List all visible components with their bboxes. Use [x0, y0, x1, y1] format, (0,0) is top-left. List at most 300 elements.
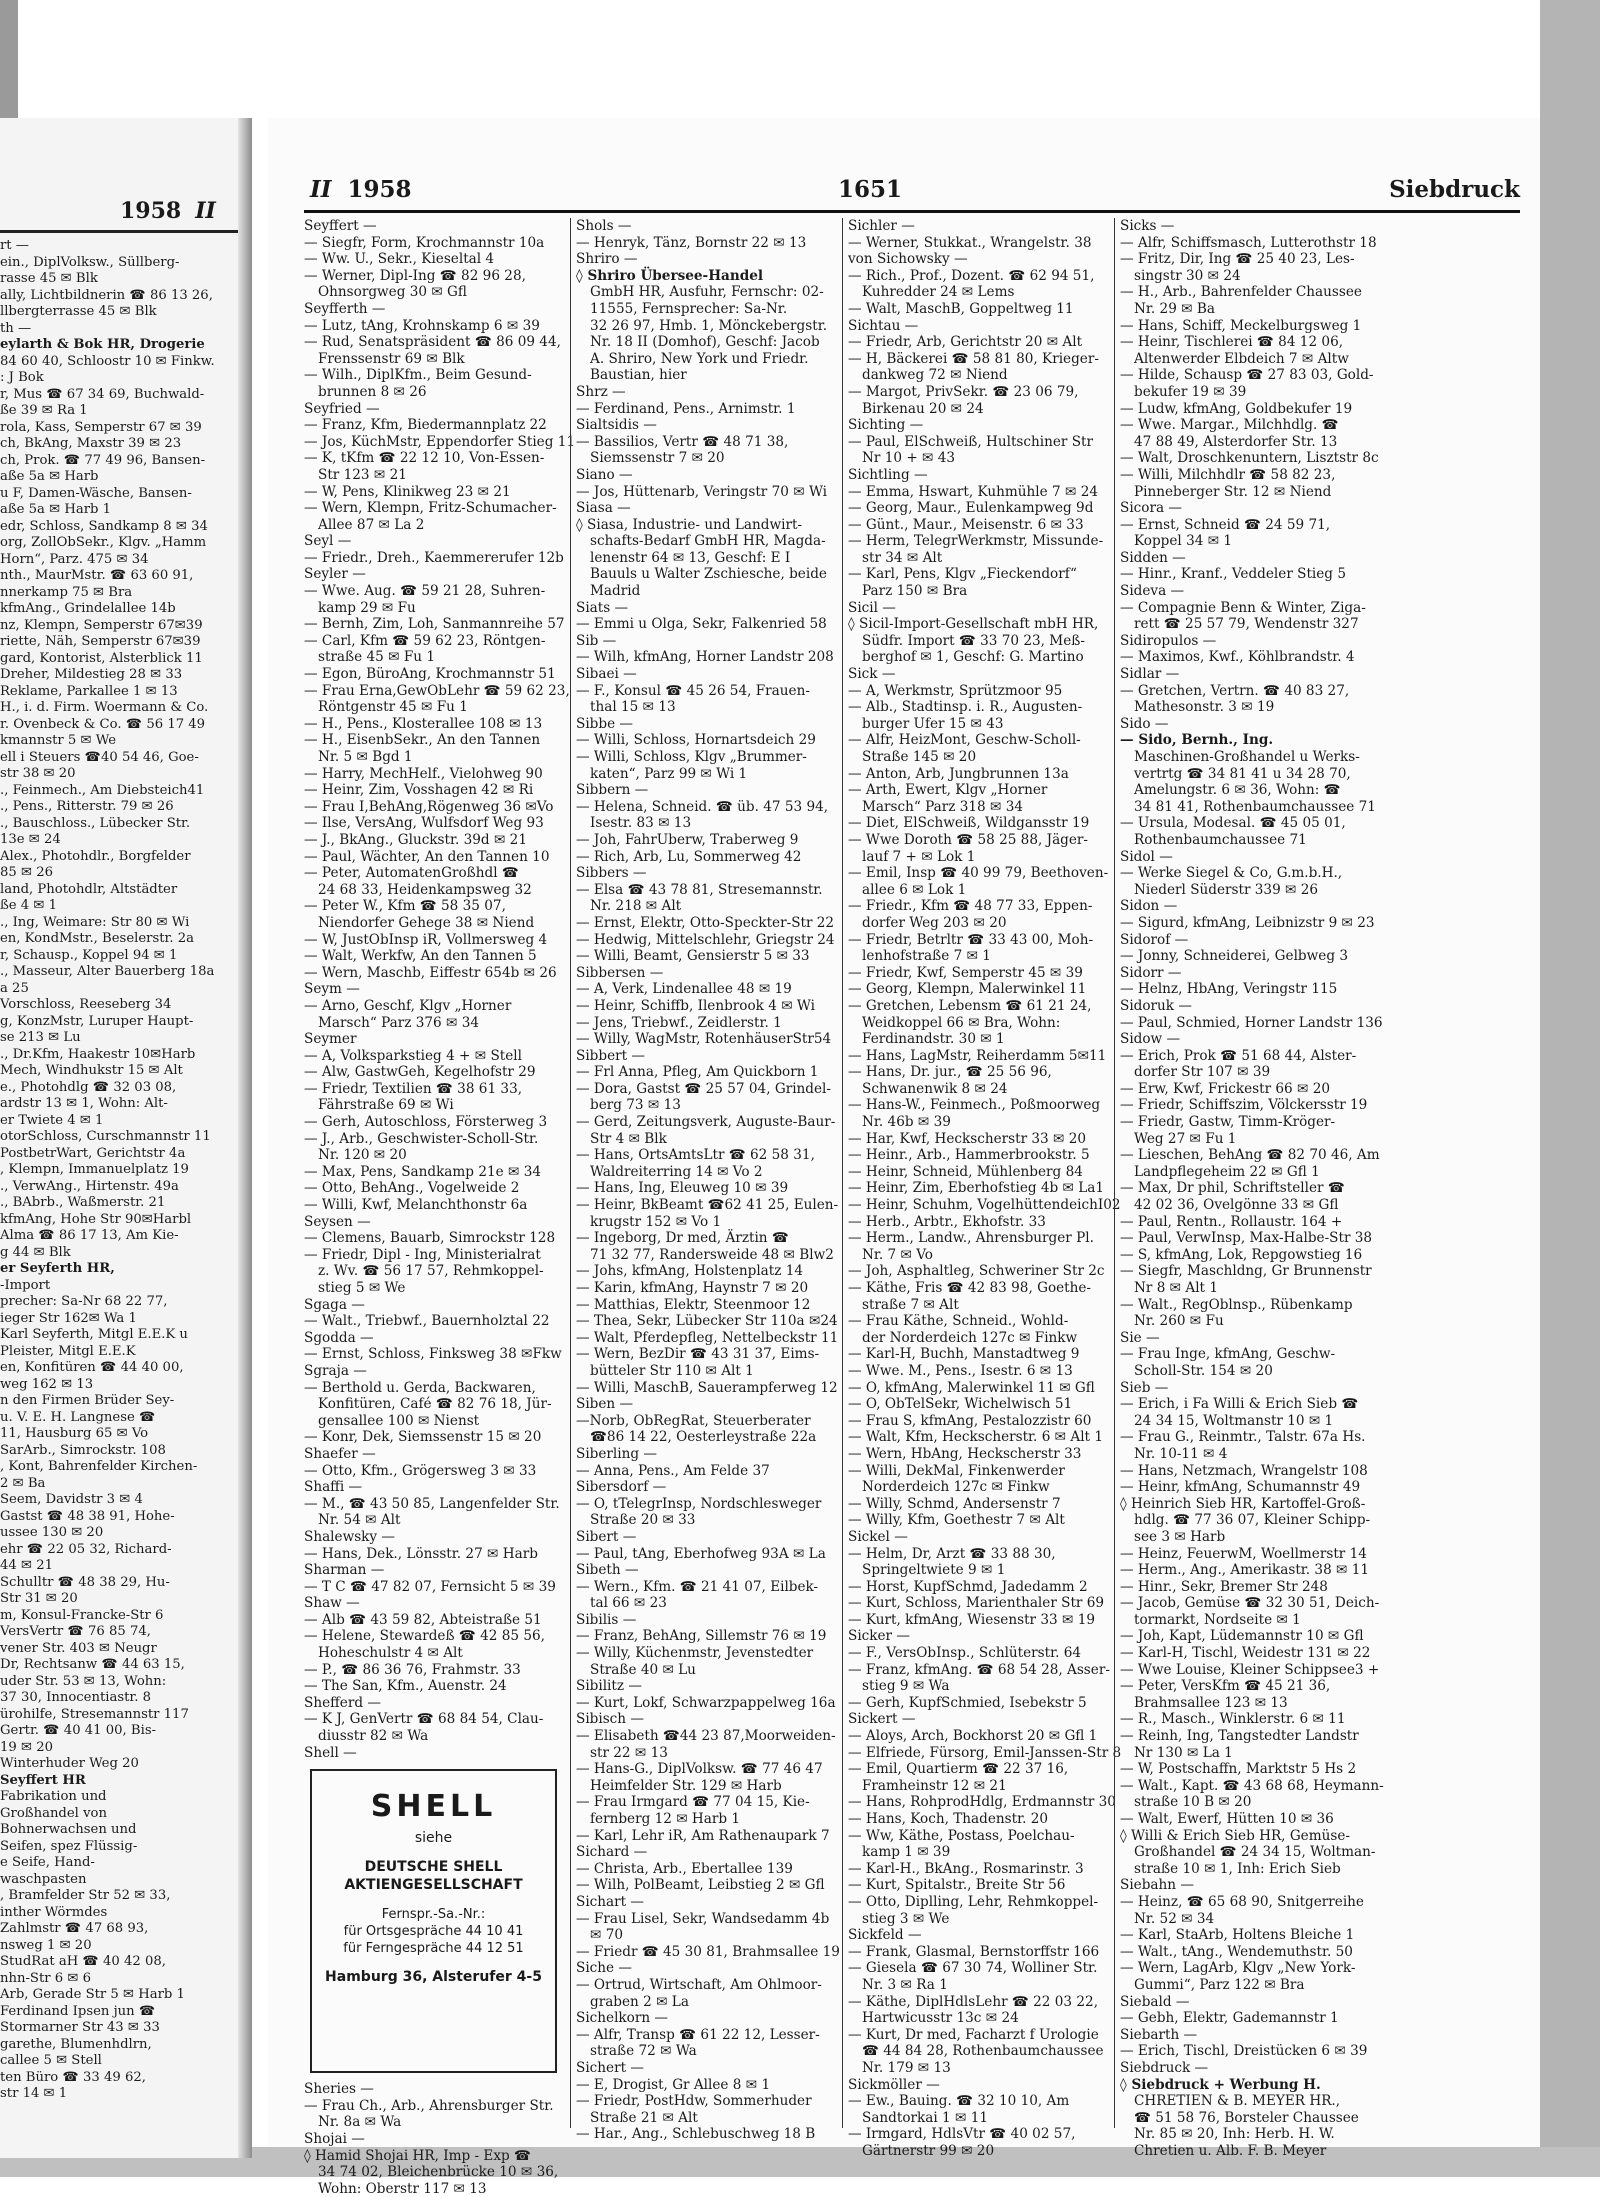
- entry-continuation: Nr 10 + ✉ 43: [862, 450, 956, 467]
- directory-entry: — Friedr, Schiffszim, Völckersstr 19: [1120, 1097, 1368, 1114]
- surname-heading: Sgaga —: [304, 1296, 365, 1313]
- directory-entry: — Hans-W., Feinmech., Poßmoorweg: [848, 1097, 1101, 1114]
- previous-page-entry: ., Dr.Kfm, Haakestr 10✉Harb: [0, 1046, 196, 1062]
- surname-heading: Sibbers —: [576, 865, 647, 882]
- surname-heading: Sichart —: [576, 1893, 645, 1910]
- directory-entry: — Heinr, Tischlerei ☎ 84 12 06,: [1120, 334, 1344, 351]
- directory-entry: — Heinr, Schuhm, VogelhüttendeichI02: [848, 1197, 1121, 1214]
- directory-entry: — Willy, WagMstr, RotenhäuserStr54: [576, 1031, 832, 1048]
- previous-page-entry: Mech, Windhukstr 15 ✉ Alt: [0, 1063, 183, 1078]
- directory-entry: — Kurt, kfmAng, Wiesenstr 33 ✉ 19: [848, 1611, 1095, 1628]
- directory-entry: — Joh, Asphaltleg, Schweriner Str 2c: [848, 1263, 1105, 1280]
- directory-entry: — Frau I,BehAng,Rögenweg 36 ✉Vo: [304, 798, 554, 815]
- directory-entry: — Ww. U., Sekr., Kieseltal 4: [304, 251, 495, 268]
- page-number: 1651: [838, 176, 903, 203]
- directory-entry: — Berthold u. Gerda, Backwaren,: [304, 1379, 536, 1396]
- entry-continuation: Framheinstr 12 ✉ 21: [862, 1777, 1007, 1794]
- directory-entry: — Margot, PrivSekr. ☎ 23 06 79,: [848, 383, 1079, 400]
- directory-entry: — Willi, Schloss, Klgv „Brummer-: [576, 749, 807, 765]
- entry-continuation: Norderdeich 127c ✉ Finkw: [862, 1479, 1050, 1496]
- entry-continuation: Nr. 46b ✉ 39: [862, 1114, 951, 1131]
- entry-continuation: Nr. 218 ✉ Alt: [590, 898, 682, 915]
- previous-page-entry: kfmAng, Hohe Str 90✉Harbl: [0, 1211, 192, 1227]
- entry-continuation: Allee 87 ✉ La 2: [318, 516, 425, 533]
- directory-entry: — Compagnie Benn & Winter, Ziga-: [1120, 599, 1366, 616]
- previous-page-entry: e., Photohdlg ☎ 32 03 08,: [0, 1079, 177, 1095]
- directory-entry: — Jens, Triebwf., Zeidlerstr. 1: [576, 1014, 782, 1031]
- directory-entry: — Hans, LagMstr, Reiherdamm 5✉11: [848, 1047, 1107, 1064]
- surname-heading: Siano —: [576, 466, 633, 483]
- entry-continuation: Chretien u. Alb. F. B. Meyer: [1134, 2142, 1327, 2159]
- entry-continuation: fernberg 12 ✉ Harb 1: [590, 1811, 741, 1827]
- directory-entry: — Paul, VerwInsp, Max-Halbe-Str 38: [1120, 1230, 1373, 1247]
- directory-entry: — Maximos, Kwf., Köhlbrandstr. 4: [1120, 649, 1355, 666]
- directory-entry: — Frau Lisel, Sekr, Wandsedamm 4b: [576, 1910, 830, 1927]
- entry-continuation: Nr 8 ✉ Alt 1: [1134, 1280, 1218, 1296]
- entry-continuation: Marsch“ Parz 376 ✉ 34: [318, 1014, 480, 1031]
- previous-page-entry: gard, Kontorist, Alsterblick 11: [0, 650, 203, 666]
- directory-entry: — Wilh, kfmAng, Horner Landstr 208: [576, 649, 834, 666]
- surname-heading: Sidlar —: [1120, 666, 1180, 683]
- directory-entry: — Erich, i Fa Willi & Erich Sieb ☎: [1120, 1396, 1359, 1413]
- surname-heading: Seyfferth —: [304, 300, 386, 317]
- surname-heading: Sichting —: [848, 417, 924, 434]
- entry-continuation: burger Ufer 15 ✉ 43: [862, 715, 1004, 732]
- directory-entry: — Johs, kfmAng, Holstenplatz 14: [576, 1263, 804, 1280]
- directory-entry: — Heinr, Schiffb, Ilenbrook 4 ✉ Wi: [576, 997, 815, 1014]
- directory-entry: — Jos, Hüttenarb, Veringstr 70 ✉ Wi: [576, 483, 828, 500]
- previous-page-entry: rola, Kass, Semperstr 67 ✉ 39: [0, 419, 202, 435]
- previous-page-entry: Str 31 ✉ 20: [0, 1591, 78, 1606]
- directory-entry: — Hans, Dr. jur., ☎ 25 56 96,: [848, 1064, 1052, 1081]
- entry-continuation: Weidkoppel 66 ✉ Bra, Wohn:: [862, 1014, 1061, 1031]
- previous-page-entry: kfmAng., Grindelallee 14b: [0, 601, 176, 616]
- directory-entry: — Ortrud, Wirtschaft, Am Ohlmoor-: [576, 1976, 822, 1993]
- directory-entry: — Frank, Glasmal, Bernstorffstr 166: [848, 1943, 1100, 1960]
- previous-page-entry: en, KondMstr., Beselerstr. 2a: [0, 931, 195, 946]
- surname-heading: Sibert —: [576, 1528, 637, 1545]
- surname-heading: Seym —: [304, 981, 360, 998]
- surname-heading: Sicks —: [1120, 218, 1175, 234]
- previous-page-entry: waschpasten: [0, 1871, 87, 1887]
- previous-page-entry: Zahlmstr ☎ 47 68 93,: [0, 1921, 149, 1936]
- entry-continuation: Nr. 3 ✉ Ra 1: [862, 1976, 948, 1993]
- previous-page-entry: u. V. E. H. Langnese ☎: [0, 1409, 156, 1425]
- directory-entry: — Alfr, HeizMont, Geschw-Scholl-: [848, 732, 1081, 749]
- previous-page-entry: str 14 ✉ 1: [0, 2086, 68, 2101]
- surname-heading: Shell —: [304, 1744, 357, 1761]
- entry-continuation: Röntgenstr 45 ✉ Fu 1: [318, 699, 468, 716]
- directory-entry: — Konr, Dek, Siemssenstr 15 ✉ 20: [304, 1429, 542, 1446]
- surname-heading: Sidol —: [1120, 848, 1173, 865]
- entry-continuation: Wohn: Oberstr 117 ✉ 13: [318, 2180, 487, 2197]
- previous-page-entry: r, Schausp., Koppel 94 ✉ 1: [0, 947, 178, 963]
- surname-heading: Sharman —: [304, 1562, 385, 1579]
- directory-entry: — Wern, HbAng, Heckscherstr 33: [848, 1445, 1082, 1462]
- entry-continuation: Hartwicusstr 13c ✉ 24: [862, 2010, 1019, 2027]
- directory-entry: — Walt., RegOblnsp., Rübenkamp: [1120, 1296, 1353, 1313]
- previous-page-entry: Stormarner Str 43 ✉ 33: [0, 2020, 160, 2035]
- directory-entry: — Günt., Maur., Meisenstr. 6 ✉ 33: [848, 516, 1084, 533]
- surname-heading: Seysen —: [304, 1213, 371, 1230]
- previous-page-entry: land, Photohdlr, Altstädter: [0, 881, 178, 897]
- ad-company-line2: AKTIENGESELLSCHAFT: [344, 1877, 523, 1894]
- directory-entry: — Alw, GastwGeh, Kegelhofstr 29: [304, 1064, 536, 1081]
- directory-entry: — Elsa ☎ 43 78 81, Stresemannstr.: [576, 881, 823, 898]
- entry-continuation: str 34 ✉ Alt: [862, 549, 943, 566]
- previous-page-entry: Großhandel von: [0, 1805, 107, 1821]
- entry-continuation: lenhofstraße 7 ✉ 1: [862, 948, 991, 965]
- entry-continuation: Nr. 8a ✉ Wa: [318, 2114, 402, 2131]
- entry-continuation: Maschinen-Großhandel u Werks-: [1134, 749, 1360, 765]
- directory-entry: — Carl, Kfm ☎ 59 62 23, Röntgen-: [304, 632, 546, 649]
- entry-continuation: berghof ✉ 1, Geschf: G. Martino: [862, 649, 1084, 666]
- surname-heading: Sicil —: [848, 599, 896, 616]
- previous-page-entry: g, KonzMstr, Luruper Haupt-: [0, 1013, 194, 1029]
- directory-entry: — K J, GenVertr ☎ 68 84 54, Clau-: [304, 1711, 544, 1728]
- previous-page-entry: rt —: [0, 238, 29, 253]
- surname-heading: Sibbersen —: [576, 964, 664, 981]
- directory-entry: — Wern, Klempn, Fritz-Schumacher-: [304, 500, 557, 517]
- directory-entry: — Hans, RohprodHdlg, Erdmannstr 30: [848, 1794, 1116, 1811]
- previous-page-entry: en, Konfitüren ☎ 44 40 00,: [0, 1360, 184, 1375]
- surname-heading: Sibeth —: [576, 1562, 639, 1579]
- directory-entry: — Kurt, Dr med, Facharzt f Urologie: [848, 2026, 1099, 2043]
- surname-heading: Sickel —: [848, 1528, 908, 1545]
- previous-page-entry: PostbetrWart, Gerichtstr 4a: [0, 1145, 186, 1161]
- previous-page-entry: 37 30, Innocentiastr. 8: [0, 1690, 152, 1705]
- surname-heading: Sibbert —: [576, 1047, 645, 1064]
- surname-heading: Sidorr —: [1120, 964, 1182, 981]
- book-spine: [238, 118, 252, 2158]
- previous-page-rule: [0, 230, 238, 233]
- previous-page-entry: Reklame, Parkallee 1 ✉ 13: [0, 683, 178, 699]
- previous-page-entry: 11, Hausburg 65 ✉ Vo: [0, 1426, 149, 1441]
- directory-entry: — H, Bäckerei ☎ 58 81 80, Krieger-: [848, 350, 1099, 367]
- previous-page-entry: Gertr. ☎ 40 41 00, Bis-: [0, 1723, 157, 1738]
- previous-page-entry: a 25: [0, 980, 29, 996]
- previous-page-entry: , Klempn, Immanuelplatz 19: [0, 1162, 189, 1177]
- previous-page-entry: n den Firmen Brüder Sey-: [0, 1393, 175, 1408]
- directory-entry: — A, Werkmstr, Sprützmoor 95: [848, 682, 1063, 699]
- previous-page-entry: ße 4 ✉ 1: [0, 898, 58, 913]
- directory-entry: — H., Arb., Bahrenfelder Chaussee: [1120, 284, 1362, 301]
- entry-continuation: straße 72 ✉ Wa: [590, 2043, 697, 2060]
- previous-page-entry: riette, Näh, Semperstr 67✉39: [0, 634, 201, 649]
- directory-entry: — Willy, Kfm, Goethestr 7 ✉ Alt: [848, 1512, 1065, 1529]
- directory-entry: — Anton, Arb, Jungbrunnen 13a: [848, 765, 1069, 782]
- previous-page-entry: ., Feinmech., Am Diebsteich41: [0, 782, 205, 798]
- entry-continuation: Großhandel ☎ 24 34 15, Woltman-: [1134, 1844, 1376, 1861]
- directory-entry: — Frl Anna, Pfleg, Am Quickborn 1: [576, 1064, 819, 1081]
- directory-entry: — Hans, Ing, Eleuweg 10 ✉ 39: [576, 1180, 789, 1197]
- directory-entry: — Hans, Schiff, Meckelburgsweg 1: [1120, 317, 1362, 334]
- surname-heading: Seyffert —: [304, 218, 377, 234]
- directory-entry: — Ludw, kfmAng, Goldbekufer 19: [1120, 400, 1353, 417]
- directory-entry: — Willi, DekMal, Finkenwerder: [848, 1462, 1065, 1479]
- entry-continuation: Isestr. 83 ✉ 13: [590, 815, 692, 832]
- directory-entry: — Henryk, Tänz, Bornstr 22 ✉ 13: [576, 234, 807, 251]
- directory-entry: — Ernst, Schloss, Finksweg 38 ✉Fkw: [304, 1346, 562, 1363]
- previous-page-entry: org, ZollObSekr., Klgv. „Hamm: [0, 535, 207, 550]
- directory-entry: — P., ☎ 86 36 76, Frahmstr. 33: [304, 1661, 521, 1678]
- previous-page-entry: Pleister, Mitgl E.E.K: [0, 1343, 136, 1359]
- directory-entry: — Ww, Käthe, Postass, Poelchau-: [848, 1827, 1075, 1844]
- entry-continuation: straße 10 ✉ 1, Inh: Erich Sieb: [1134, 1860, 1341, 1877]
- directory-entry: — Franz, BehAng, Sillemstr 76 ✉ 19: [576, 1628, 827, 1645]
- directory-entry: — O, ObTelSekr, Wichelwisch 51: [848, 1396, 1073, 1413]
- entry-continuation: ☎ 44 84 28, Rothenbaumchaussee: [862, 2043, 1104, 2060]
- previous-page-entry: ürohilfe, Stresemannstr 117: [0, 1706, 189, 1722]
- entry-continuation: katen“, Parz 99 ✉ Wi 1: [590, 765, 748, 782]
- previous-page-entry: Gastst ☎ 48 38 91, Hohe-: [0, 1508, 175, 1524]
- entry-continuation: Pinneberger Str. 12 ✉ Niend: [1134, 483, 1332, 500]
- entry-continuation: Nr. 52 ✉ 34: [1134, 1910, 1215, 1927]
- surname-heading: Sgodda —: [304, 1329, 374, 1346]
- year-label: 1958: [347, 176, 412, 203]
- previous-page-entry: 2 ✉ Ba: [0, 1475, 46, 1491]
- entry-continuation: Heimfelder Str. 129 ✉ Harb: [590, 1777, 782, 1794]
- surname-heading: Siberling —: [576, 1445, 657, 1462]
- previous-page-entry: ., Bauschloss., Lübecker Str.: [0, 815, 191, 831]
- previous-page-entry: kmannstr 5 ✉ We: [0, 733, 117, 748]
- ad-phone-line1: Fernspr.-Sa.-Nr.:: [381, 1907, 486, 1923]
- column-3: [848, 218, 1122, 2159]
- previous-page-entry: m, Konsul-Francke-Str 6: [0, 1607, 164, 1623]
- previous-page-entry: StudRat aH ☎ 40 42 08,: [0, 1954, 166, 1969]
- surname-heading: Sidiropulos —: [1120, 632, 1217, 649]
- previous-page-entry: er Seyferth HR,: [0, 1261, 115, 1276]
- ad-address: Hamburg 36, Alsterufer 4-5: [325, 1969, 542, 1986]
- directory-entry: — Friedr, Dipl - Ing, Ministerialrat: [304, 1246, 541, 1263]
- directory-entry: — Helm, Dr, Arzt ☎ 33 88 30,: [848, 1545, 1056, 1562]
- directory-entry: —Norb, ObRegRat, Steuerberater: [576, 1412, 811, 1429]
- directory-entry: — Hedwig, Mittelschlehr, Griegstr 24: [576, 931, 835, 948]
- directory-entry: — Kurt, Lokf, Schwarzpappelweg 16a: [576, 1694, 836, 1711]
- directory-entry: — H., EisenbSekr., An den Tannen: [304, 732, 541, 749]
- entry-continuation: schafts-Bedarf GmbH HR, Magda-: [590, 533, 826, 550]
- entry-continuation: 42 02 36, Ovelgönne 33 ✉ Gfl: [1134, 1197, 1339, 1214]
- directory-entry: — Diet, ElSchweiß, Wildgansstr 19: [848, 815, 1090, 832]
- previous-page-entry: Karl Seyferth, Mitgl E.E.K u: [0, 1327, 188, 1342]
- directory-entry: — Heinr, Zim, Eberhofstieg 4b ✉ La1: [848, 1180, 1105, 1197]
- directory-entry: — Walt., Triebwf., Bauernholztal 22: [304, 1313, 550, 1330]
- previous-page-entry: Seifen, spez Flüssig-: [0, 1838, 138, 1854]
- directory-entry: — Friedr, Betrltr ☎ 33 43 00, Moh-: [848, 931, 1094, 948]
- surname-heading: Sick —: [848, 666, 896, 683]
- entry-continuation: Südfr. Import ☎ 33 70 23, Meß-: [862, 632, 1085, 649]
- directory-entry: — Walt, Pferdepfleg, Nettelbeckstr 11: [576, 1329, 839, 1346]
- directory-entry: — Walt, Werkfw, An den Tannen 5: [304, 948, 537, 965]
- previous-page-entry: eylarth & Bok HR, Drogerie: [0, 337, 205, 352]
- previous-page-entry: ein., DiplVolksw., Süllberg-: [0, 254, 180, 270]
- directory-entry: — Friedr, Arb, Gerichtstr 20 ✉ Alt: [848, 334, 1083, 351]
- previous-page-entry: llbergterrasse 45 ✉ Blk: [0, 304, 157, 319]
- directory-entry: — Heinr., Arb., Hammerbrookstr. 5: [848, 1147, 1090, 1164]
- directory-entry: — Friedr, Gastw, Timm-Kröger-: [1120, 1114, 1336, 1131]
- directory-entry: — Frau Erna,GewObLehr ☎ 59 62 23,: [304, 682, 570, 699]
- directory-entry: — Elfriede, Fürsorg, Emil-Janssen-Str 8: [848, 1744, 1122, 1761]
- directory-entry: — J., BkAng., Gluckstr. 39d ✉ 21: [304, 831, 527, 848]
- directory-entry: ◊ Hamid Shojai HR, Imp - Exp ☎: [304, 2147, 531, 2164]
- ad-see-label: siehe: [414, 1829, 453, 1846]
- directory-entry: — Willi, Beamt, Gensierstr 5 ✉ 33: [576, 948, 810, 965]
- directory-entry: — Arno, Geschf, Klgv „Horner: [304, 997, 512, 1014]
- directory-entry: — K, tKfm ☎ 22 12 10, Von-Essen-: [304, 450, 545, 467]
- directory-entry: — Wwe Doroth ☎ 58 25 88, Jäger-: [848, 831, 1089, 848]
- surname-heading: Siebahn —: [1120, 1877, 1194, 1894]
- directory-entry: — Otto, BehAng., Vogelweide 2: [304, 1180, 520, 1197]
- previous-page-entry: r, Mus ☎ 67 34 69, Buchwald-: [0, 386, 205, 402]
- directory-entry: — O, kfmAng, Malerwinkel 11 ✉ Gfl: [848, 1379, 1095, 1396]
- entry-continuation: Nr. 260 ✉ Fu: [1134, 1313, 1224, 1330]
- entry-continuation: Straße 145 ✉ 20: [862, 749, 977, 765]
- previous-page-entry: , Bramfelder Str 52 ✉ 33,: [0, 1888, 171, 1903]
- directory-entry: — Ew., Bauing. ☎ 32 10 10, Am: [848, 2093, 1070, 2110]
- entry-continuation: Nr. 18 II (Domhof), Geschf: Jacob: [590, 334, 820, 351]
- surname-heading: Seyfried —: [304, 400, 380, 417]
- previous-page-entry: Seyffert HR: [0, 1772, 86, 1788]
- column-divider: [1114, 218, 1115, 2128]
- directory-entry: — Walt, Kfm, Heckscherstr. 6 ✉ Alt 1: [848, 1429, 1103, 1446]
- surname-heading: Sicker —: [848, 1628, 910, 1645]
- previous-page-entry: Alex., Photohdlr., Borgfelder: [0, 848, 191, 864]
- directory-entry: — Alfr, Transp ☎ 61 22 12, Lesser-: [576, 2026, 820, 2043]
- entry-continuation: 47 88 49, Alsterdorfer Str. 13: [1134, 433, 1338, 450]
- ad-title: SHELL: [370, 1789, 497, 1825]
- entry-continuation: Hoheschulstr 4 ✉ Alt: [318, 1645, 463, 1662]
- entry-continuation: hdlg. ☎ 77 36 07, Kleiner Schipp-: [1134, 1512, 1371, 1529]
- directory-entry: — Irmgard, HdlsVtr ☎ 40 02 57,: [848, 2126, 1076, 2143]
- ad-phone-info: [312, 1906, 555, 1957]
- directory-entry: — Har., Ang., Schlebuschweg 18 B: [576, 2126, 816, 2143]
- directory-entry: — Karl, StaArb, Holtens Bleiche 1: [1120, 1927, 1355, 1944]
- entry-continuation: 34 74 02, Bleichenbrücke 10 ✉ 36,: [318, 2164, 559, 2181]
- surname-heading: Sgraja —: [304, 1362, 367, 1379]
- entry-continuation: 71 32 77, Randersweide 48 ✉ Blw2: [590, 1246, 834, 1263]
- previous-page-entry: ., Pens., Ritterstr. 79 ✉ 26: [0, 799, 174, 814]
- directory-entry: — J., Arb., Geschwister-Scholl-Str.: [304, 1130, 539, 1147]
- entry-continuation: ✉ 70: [590, 1927, 624, 1944]
- surname-heading: Seyler —: [304, 566, 366, 583]
- directory-entry: — Heinz, FeuerwM, Woellmerstr 14: [1120, 1545, 1367, 1562]
- previous-page-entry: rasse 45 ✉ Blk: [0, 271, 98, 286]
- directory-entry: — Emmi u Olga, Sekr, Falkenried 58: [576, 616, 827, 633]
- directory-entry: — Max, Pens, Sandkamp 21e ✉ 34: [304, 1163, 542, 1180]
- previous-page-entry: 85 ✉ 26: [0, 865, 53, 880]
- previous-page-entry: ch, BkAng, Maxstr 39 ✉ 23: [0, 436, 182, 451]
- directory-entry: — Joh, FahrUberw, Traberweg 9: [576, 831, 799, 848]
- scan-edge-right: [1540, 0, 1600, 2177]
- directory-entry: — Heinz, ☎ 65 68 90, Snitgerreihe: [1120, 1893, 1364, 1910]
- directory-entry: — Wilh., DiplKfm., Beim Gesund-: [304, 367, 532, 384]
- surname-heading: Sidden —: [1120, 549, 1186, 566]
- directory-entry: — Wern, LagArb, Klgv „New York-: [1120, 1960, 1356, 1977]
- previous-page-entry: Bohnerwachsen und: [0, 1822, 137, 1837]
- previous-page-entry: otorSchloss, Curschmannstr 11: [0, 1129, 211, 1144]
- directory-entry: — Jacob, Gemüse ☎ 32 30 51, Deich-: [1120, 1595, 1380, 1612]
- surname-heading: Shaw —: [304, 1595, 360, 1612]
- directory-entry: — Dora, Gastst ☎ 25 57 04, Grindel-: [576, 1080, 831, 1097]
- previous-page-entry: VersVertr ☎ 76 85 74,: [0, 1624, 151, 1639]
- previous-page-entry: ., VerwAng., Hirtenstr. 49a: [0, 1178, 179, 1194]
- previous-page-volume: II: [195, 198, 216, 224]
- directory-entry: — Hans, Koch, Thadenstr. 20: [848, 1811, 1049, 1827]
- surname-heading: Sibbe —: [576, 715, 634, 732]
- ad-phone-line2: für Ortsgespräche 44 10 41: [343, 1924, 524, 1940]
- directory-entry: — Willy, Schmd, Andersenstr 7: [848, 1495, 1061, 1512]
- directory-entry: — Käthe, Fris ☎ 42 83 98, Goethe-: [848, 1280, 1092, 1296]
- directory-entry: — Wilh, PolBeamt, Leibstieg 2 ✉ Gfl: [576, 1877, 825, 1894]
- entry-continuation: Kuhredder 24 ✉ Lems: [862, 284, 1015, 301]
- directory-entry: — Werke Siegel & Co, G.m.b.H.,: [1120, 865, 1343, 882]
- surname-heading: Sibbern —: [576, 782, 649, 799]
- page-header: [310, 176, 1520, 210]
- directory-entry: — Horst, KupfSchmd, Jadedamm 2: [848, 1578, 1088, 1595]
- directory-entry: — Helnz, HbAng, Veringstr 115: [1120, 981, 1338, 998]
- ad-phone-line3: für Ferngespräche 44 12 51: [343, 1941, 524, 1957]
- directory-entry: — W, Pens, Klinikweg 23 ✉ 21: [304, 483, 511, 500]
- surname-heading: Shefferd —: [304, 1694, 381, 1711]
- surname-heading: Sialtsidis —: [576, 417, 657, 434]
- directory-entry: — Friedr, Kwf, Semperstr 45 ✉ 39: [848, 964, 1083, 981]
- directory-entry: — Herb., Arbtr., Ekhofstr. 33: [848, 1213, 1046, 1230]
- directory-entry: — Hinr., Kranf., Veddeler Stieg 5: [1120, 566, 1346, 583]
- previous-page-entry: e Seife, Hand-: [0, 1855, 95, 1870]
- entry-continuation: dorfer Weg 203 ✉ 20: [862, 914, 1007, 931]
- entry-continuation: krugstr 152 ✉ Vo 1: [590, 1213, 722, 1230]
- directory-entry: — Christa, Arb., Ebertallee 139: [576, 1860, 793, 1877]
- directory-entry: — Heinr, Schneid, Mühlenberg 84: [848, 1163, 1083, 1180]
- header-rule: [304, 210, 1520, 213]
- entry-continuation: Niederl Süderstr 339 ✉ 26: [1134, 881, 1319, 898]
- previous-page-entry: nnerkamp 75 ✉ Bra: [0, 584, 133, 600]
- directory-entry: — Wern., Kfm. ☎ 21 41 07, Eilbek-: [576, 1578, 819, 1595]
- directory-entry: — Arth, Ewert, Klgv „Horner: [848, 782, 1048, 799]
- directory-entry: — Karl-H, Tischl, Weidestr 131 ✉ 22: [1120, 1645, 1371, 1662]
- entry-continuation: Nr. 10-11 ✉ 4: [1134, 1445, 1228, 1462]
- directory-entry: — Ferdinand, Pens., Arnimstr. 1: [576, 400, 796, 417]
- entry-continuation: ☎ 51 58 76, Borsteler Chaussee: [1134, 2109, 1359, 2126]
- previous-page-entry: aße 5a ✉ Harb 1: [0, 502, 112, 517]
- directory-entry: — Lutz, tAng, Krohnskamp 6 ✉ 39: [304, 317, 540, 334]
- directory-entry: — Aloys, Arch, Bockhorst 20 ✉ Gfl 1: [848, 1728, 1098, 1745]
- surname-heading: Siebald —: [1120, 1993, 1190, 2010]
- directory-entry: — Thea, Sekr, Lübecker Str 110a ✉24: [576, 1313, 838, 1330]
- surname-heading: Shols —: [576, 218, 632, 234]
- surname-heading: Sidorof —: [1120, 931, 1189, 948]
- entry-continuation: singstr 30 ✉ 24: [1134, 267, 1241, 284]
- entry-continuation: tormarkt, Nordseite ✉ 1: [1134, 1611, 1301, 1628]
- directory-entry: — Wwe. Margar., Milchhdlg. ☎: [1120, 417, 1339, 434]
- previous-page-entry: 84 60 40, Schloostr 10 ✉ Finkw.: [0, 353, 215, 369]
- entry-continuation: thal 15 ✉ 13: [590, 699, 676, 716]
- previous-page-entry: edr, Schloss, Sandkamp 8 ✉ 34: [0, 518, 208, 534]
- entry-continuation: der Norderdeich 127c ✉ Finkw: [862, 1329, 1078, 1346]
- directory-entry: — Friedr, PostHdw, Sommerhuder: [576, 2093, 812, 2110]
- directory-entry: — Heinr, BkBeamt ☎62 41 25, Eulen-: [576, 1197, 839, 1214]
- entry-continuation: Ferdinandstr. 30 ✉ 1: [862, 1031, 1005, 1048]
- directory-entry: — Karl-H, Buchh, Manstadtweg 9: [848, 1346, 1080, 1363]
- directory-entry: — Erw, Kwf, Frickestr 66 ✉ 20: [1120, 1080, 1331, 1097]
- directory-entry: — Georg, Maur., Eulenkampweg 9d: [848, 500, 1094, 517]
- directory-entry: — Wern, Maschb, Eiffestr 654b ✉ 26: [304, 964, 557, 981]
- entry-continuation: Gummi“, Parz 122 ✉ Bra: [1134, 1976, 1305, 1993]
- directory-entry: — Ursula, Modesal. ☎ 45 05 01,: [1120, 815, 1346, 832]
- previous-page-entry: H., i. d. Firm. Woermann & Co.: [0, 700, 209, 715]
- directory-entry: ◊ Siebdruck + Werbung H.: [1120, 2076, 1321, 2093]
- previous-page-entry: precher: Sa-Nr 68 22 77,: [0, 1294, 168, 1309]
